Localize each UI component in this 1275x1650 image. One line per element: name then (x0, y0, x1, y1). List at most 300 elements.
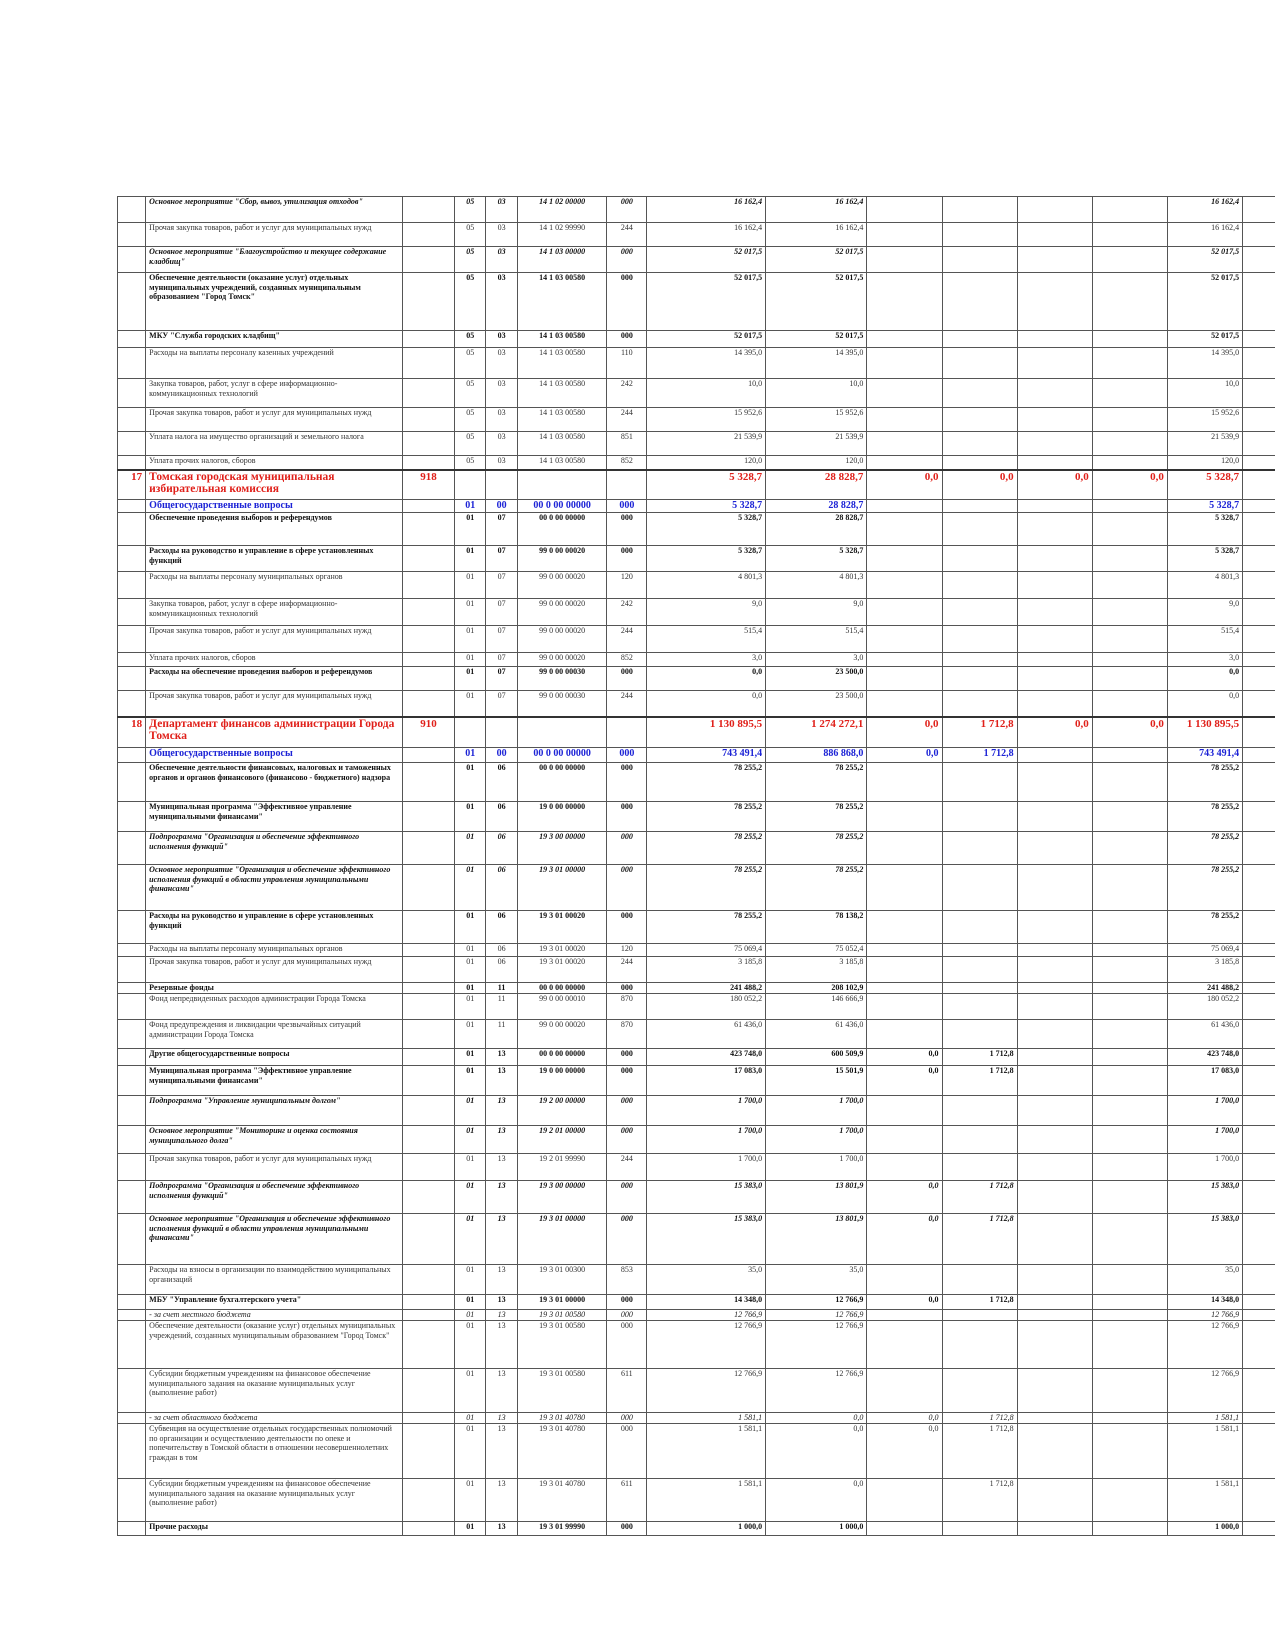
overflow-cell (1243, 957, 1275, 983)
item-name: Субсидии бюджетным учреждениям на финансовое обеспечение муниципального задания на оказание муниципальных услуг (выполнение работ) (146, 1369, 403, 1413)
table-row (118, 247, 1275, 273)
amount-approved: 14 395,0 (647, 348, 766, 379)
target-article-code: 19 3 01 00020 (517, 957, 607, 983)
amount-col3 (867, 197, 942, 223)
expense-type-code: 852 (607, 653, 647, 667)
admin-code (402, 1295, 454, 1310)
amount-total: 1 581,1 (1167, 1413, 1242, 1424)
subsection-code: 03 (486, 331, 517, 348)
section-code: 01 (455, 865, 486, 911)
amount-revised: 0,0 (766, 1479, 867, 1522)
admin-code (402, 513, 454, 546)
section-code: 01 (455, 1479, 486, 1522)
row-number (118, 667, 146, 691)
row-number (118, 599, 146, 626)
amount-revised: 0,0 (766, 1424, 867, 1479)
expense-type-code: 870 (607, 1020, 647, 1049)
amount-total: 5 328,7 (1167, 513, 1242, 546)
section-code: 05 (455, 223, 486, 247)
admin-code (402, 1310, 454, 1321)
admin-code (402, 572, 454, 599)
amount-col6 (1092, 1126, 1167, 1154)
target-article-code: 14 1 03 00580 (517, 408, 607, 432)
table-row (118, 1310, 1275, 1321)
target-article-code: 00 0 00 00000 (517, 500, 607, 513)
amount-col6 (1092, 1181, 1167, 1214)
amount-approved: 5 328,7 (647, 546, 766, 572)
amount-revised: 1 274 272,1 (766, 717, 867, 748)
expense-type-code: 000 (607, 763, 647, 802)
amount-col3: 0,0 (867, 1181, 942, 1214)
table-row (118, 1049, 1275, 1066)
section-code: 01 (455, 513, 486, 546)
amount-col4 (942, 626, 1017, 653)
item-name: Подпрограмма "Управление муниципальным долгом" (146, 1096, 403, 1126)
row-number (118, 1413, 146, 1424)
amount-revised: 0,0 (766, 1413, 867, 1424)
amount-col5 (1017, 691, 1092, 717)
amount-col5: 0,0 (1017, 717, 1092, 748)
amount-col6 (1092, 994, 1167, 1020)
amount-approved: 78 255,2 (647, 763, 766, 802)
overflow-cell (1243, 348, 1275, 379)
overflow-cell (1243, 456, 1275, 470)
table-row (118, 832, 1275, 865)
amount-approved: 12 766,9 (647, 1321, 766, 1369)
section-code: 01 (455, 1321, 486, 1369)
amount-col6 (1092, 500, 1167, 513)
amount-col3 (867, 653, 942, 667)
expense-type-code: 000 (607, 247, 647, 273)
overflow-cell (1243, 247, 1275, 273)
amount-col5 (1017, 994, 1092, 1020)
overflow-cell (1243, 1295, 1275, 1310)
amount-revised: 10,0 (766, 379, 867, 408)
row-number (118, 1214, 146, 1265)
item-name: Прочая закупка товаров, работ и услуг для муниципальных нужд (146, 957, 403, 983)
overflow-cell (1243, 1522, 1275, 1536)
amount-revised: 1 700,0 (766, 1096, 867, 1126)
expense-type-code: 000 (607, 1126, 647, 1154)
overflow-cell (1243, 1154, 1275, 1181)
amount-total: 10,0 (1167, 379, 1242, 408)
item-name: Другие общегосударственные вопросы (146, 1049, 403, 1066)
amount-approved: 12 766,9 (647, 1310, 766, 1321)
amount-revised: 515,4 (766, 626, 867, 653)
amount-total: 5 328,7 (1167, 546, 1242, 572)
amount-approved: 21 539,9 (647, 432, 766, 456)
item-name: Расходы на выплаты персоналу муниципальных органов (146, 572, 403, 599)
amount-total: 1 581,1 (1167, 1479, 1242, 1522)
table-row (118, 408, 1275, 432)
target-article-code (517, 717, 607, 748)
item-name: Подпрограмма "Организация и обеспечение эффективного исполнения функций" (146, 832, 403, 865)
amount-col4 (942, 653, 1017, 667)
overflow-cell (1243, 223, 1275, 247)
amount-col3 (867, 348, 942, 379)
overflow-cell (1243, 408, 1275, 432)
amount-col3 (867, 599, 942, 626)
amount-revised: 12 766,9 (766, 1321, 867, 1369)
expense-type-code: 000 (607, 1413, 647, 1424)
expense-type-code: 000 (607, 331, 647, 348)
admin-code (402, 1126, 454, 1154)
amount-revised: 9,0 (766, 599, 867, 626)
subsection-code: 07 (486, 572, 517, 599)
amount-col6 (1092, 223, 1167, 247)
target-article-code: 99 0 00 00020 (517, 653, 607, 667)
target-article-code: 14 1 03 00580 (517, 331, 607, 348)
amount-col4 (942, 911, 1017, 944)
admin-code (402, 1066, 454, 1096)
amount-revised: 35,0 (766, 1265, 867, 1295)
target-article-code: 99 0 00 00020 (517, 1020, 607, 1049)
amount-total: 14 348,0 (1167, 1295, 1242, 1310)
amount-col3 (867, 1096, 942, 1126)
table-row (118, 546, 1275, 572)
amount-approved: 1 581,1 (647, 1413, 766, 1424)
amount-col3: 0,0 (867, 1295, 942, 1310)
amount-revised: 13 801,9 (766, 1181, 867, 1214)
admin-code (402, 983, 454, 994)
amount-col4: 0,0 (942, 470, 1017, 500)
overflow-cell (1243, 572, 1275, 599)
table-row (118, 1424, 1275, 1479)
admin-code (402, 1020, 454, 1049)
row-number (118, 513, 146, 546)
amount-total: 35,0 (1167, 1265, 1242, 1295)
row-number (118, 957, 146, 983)
target-article-code: 19 3 01 00020 (517, 944, 607, 957)
expense-type-code: 244 (607, 1154, 647, 1181)
amount-approved: 0,0 (647, 667, 766, 691)
section-code: 05 (455, 247, 486, 273)
overflow-cell (1243, 273, 1275, 331)
overflow-cell (1243, 653, 1275, 667)
amount-approved: 515,4 (647, 626, 766, 653)
amount-col5 (1017, 653, 1092, 667)
amount-col3 (867, 273, 942, 331)
amount-col5 (1017, 599, 1092, 626)
amount-col5 (1017, 456, 1092, 470)
row-number (118, 1424, 146, 1479)
amount-total: 120,0 (1167, 456, 1242, 470)
subsection-code: 06 (486, 865, 517, 911)
amount-col3 (867, 763, 942, 802)
row-number (118, 1096, 146, 1126)
amount-col3: 0,0 (867, 1214, 942, 1265)
target-article-code: 19 0 00 00000 (517, 1066, 607, 1096)
amount-col3: 0,0 (867, 1424, 942, 1479)
section-code: 01 (455, 500, 486, 513)
amount-col3 (867, 456, 942, 470)
table-row (118, 1265, 1275, 1295)
row-number (118, 247, 146, 273)
expense-type-code: 870 (607, 994, 647, 1020)
overflow-cell (1243, 1369, 1275, 1413)
amount-approved: 16 162,4 (647, 197, 766, 223)
amount-total: 16 162,4 (1167, 223, 1242, 247)
amount-approved: 15 952,6 (647, 408, 766, 432)
item-name: Прочая закупка товаров, работ и услуг для муниципальных нужд (146, 223, 403, 247)
item-name: Резервные фонды (146, 983, 403, 994)
expense-type-code: 000 (607, 1295, 647, 1310)
row-number (118, 1154, 146, 1181)
section-code: 01 (455, 1265, 486, 1295)
target-article-code: 14 1 03 00580 (517, 348, 607, 379)
expense-type-code: 000 (607, 273, 647, 331)
row-number (118, 1126, 146, 1154)
overflow-cell (1243, 994, 1275, 1020)
row-number (118, 1295, 146, 1310)
subsection-code: 11 (486, 994, 517, 1020)
amount-col5 (1017, 626, 1092, 653)
amount-revised: 78 138,2 (766, 911, 867, 944)
overflow-cell (1243, 197, 1275, 223)
amount-col4: 1 712,8 (942, 1214, 1017, 1265)
subsection-code: 13 (486, 1214, 517, 1265)
amount-col4 (942, 1369, 1017, 1413)
target-article-code: 14 1 03 00580 (517, 456, 607, 470)
amount-col3: 0,0 (867, 717, 942, 748)
target-article-code: 19 3 01 00020 (517, 911, 607, 944)
row-number (118, 1049, 146, 1066)
expense-type-code: 611 (607, 1369, 647, 1413)
budget-rows (118, 197, 1275, 1536)
table-row (118, 331, 1275, 348)
amount-col4 (942, 197, 1017, 223)
section-code: 01 (455, 1126, 486, 1154)
section-code: 05 (455, 408, 486, 432)
overflow-cell (1243, 500, 1275, 513)
target-article-code: 19 3 00 00000 (517, 832, 607, 865)
item-name: Департамент финансов администрации Города Томска (146, 717, 403, 748)
amount-col5 (1017, 1214, 1092, 1265)
amount-col3: 0,0 (867, 1049, 942, 1066)
amount-col5 (1017, 432, 1092, 456)
subsection-code: 13 (486, 1066, 517, 1096)
row-number (118, 500, 146, 513)
amount-col3 (867, 1479, 942, 1522)
item-name: Расходы на выплаты персоналу муниципальных органов (146, 944, 403, 957)
subsection-code: 07 (486, 599, 517, 626)
table-row (118, 572, 1275, 599)
amount-col5 (1017, 1522, 1092, 1536)
amount-col6 (1092, 456, 1167, 470)
section-code: 05 (455, 197, 486, 223)
expense-type-code: 000 (607, 500, 647, 513)
row-number (118, 1522, 146, 1536)
subsection-code: 06 (486, 944, 517, 957)
amount-col6 (1092, 408, 1167, 432)
amount-total: 52 017,5 (1167, 331, 1242, 348)
item-name: Томская городская муниципальная избирательная комиссия (146, 470, 403, 500)
section-code: 01 (455, 1181, 486, 1214)
admin-code (402, 273, 454, 331)
table-row (118, 653, 1275, 667)
amount-col6 (1092, 1479, 1167, 1522)
expense-type-code: 244 (607, 957, 647, 983)
amount-col6: 0,0 (1092, 717, 1167, 748)
row-number (118, 1479, 146, 1522)
row-number (118, 348, 146, 379)
expense-type-code: 110 (607, 348, 647, 379)
admin-code (402, 1479, 454, 1522)
amount-col6 (1092, 513, 1167, 546)
overflow-cell (1243, 470, 1275, 500)
amount-col6 (1092, 1214, 1167, 1265)
amount-total: 3 185,8 (1167, 957, 1242, 983)
table-row (118, 802, 1275, 832)
item-name: Субсидии бюджетным учреждениям на финансовое обеспечение муниципального задания на оказание муниципальных услуг (выполнение работ) (146, 1479, 403, 1522)
row-number (118, 408, 146, 432)
section-code: 01 (455, 1096, 486, 1126)
amount-col4 (942, 1310, 1017, 1321)
table-row (118, 957, 1275, 983)
expense-type-code: 000 (607, 802, 647, 832)
amount-col4 (942, 572, 1017, 599)
item-name: Основное мероприятие "Мониторинг и оценка состояния муниципального долга" (146, 1126, 403, 1154)
amount-col3 (867, 1310, 942, 1321)
amount-col3 (867, 1522, 942, 1536)
amount-total: 12 766,9 (1167, 1369, 1242, 1413)
amount-total: 75 069,4 (1167, 944, 1242, 957)
amount-col4 (942, 1265, 1017, 1295)
expense-type-code: 000 (607, 546, 647, 572)
amount-col6 (1092, 748, 1167, 763)
amount-col4 (942, 1154, 1017, 1181)
target-article-code: 19 3 01 40780 (517, 1479, 607, 1522)
amount-col4 (942, 865, 1017, 911)
amount-col5 (1017, 957, 1092, 983)
overflow-cell (1243, 717, 1275, 748)
item-name: Прочая закупка товаров, работ и услуг для муниципальных нужд (146, 1154, 403, 1181)
amount-col4 (942, 599, 1017, 626)
subsection-code: 13 (486, 1522, 517, 1536)
section-code: 01 (455, 802, 486, 832)
amount-col4: 1 712,8 (942, 1066, 1017, 1096)
row-number (118, 911, 146, 944)
expense-type-code: 000 (607, 1522, 647, 1536)
amount-col4 (942, 667, 1017, 691)
overflow-cell (1243, 1413, 1275, 1424)
amount-col3 (867, 513, 942, 546)
section-code: 01 (455, 911, 486, 944)
expense-type-code: 853 (607, 1265, 647, 1295)
amount-approved: 5 328,7 (647, 470, 766, 500)
row-number (118, 223, 146, 247)
admin-code (402, 994, 454, 1020)
amount-revised: 1 700,0 (766, 1126, 867, 1154)
table-row (118, 500, 1275, 513)
admin-code (402, 1049, 454, 1066)
amount-col4: 1 712,8 (942, 717, 1017, 748)
overflow-cell (1243, 667, 1275, 691)
amount-col6 (1092, 653, 1167, 667)
subsection-code: 13 (486, 1413, 517, 1424)
amount-col6 (1092, 691, 1167, 717)
amount-revised: 28 828,7 (766, 470, 867, 500)
amount-col5 (1017, 1181, 1092, 1214)
row-number (118, 273, 146, 331)
table-row (118, 626, 1275, 653)
item-name: Общегосударственные вопросы (146, 748, 403, 763)
amount-col4 (942, 994, 1017, 1020)
amount-col3 (867, 1321, 942, 1369)
expense-type-code: 000 (607, 1214, 647, 1265)
row-number (118, 197, 146, 223)
section-code: 01 (455, 572, 486, 599)
amount-col5 (1017, 1020, 1092, 1049)
subsection-code: 03 (486, 348, 517, 379)
admin-code (402, 1369, 454, 1413)
admin-code (402, 408, 454, 432)
table-row (118, 667, 1275, 691)
amount-col5 (1017, 223, 1092, 247)
amount-col5 (1017, 1479, 1092, 1522)
amount-col4 (942, 273, 1017, 331)
item-name: Подпрограмма "Организация и обеспечение эффективного исполнения функций" (146, 1181, 403, 1214)
table-row (118, 513, 1275, 546)
amount-approved: 3,0 (647, 653, 766, 667)
subsection-code: 13 (486, 1049, 517, 1066)
table-row (118, 273, 1275, 331)
admin-code (402, 432, 454, 456)
amount-total: 21 539,9 (1167, 432, 1242, 456)
budget-table (117, 196, 1275, 1536)
admin-code (402, 1154, 454, 1181)
target-article-code: 19 2 00 00000 (517, 1096, 607, 1126)
amount-total: 423 748,0 (1167, 1049, 1242, 1066)
target-article-code: 00 0 00 00000 (517, 748, 607, 763)
admin-code (402, 1265, 454, 1295)
amount-revised: 61 436,0 (766, 1020, 867, 1049)
expense-type-code: 000 (607, 865, 647, 911)
table-row (118, 944, 1275, 957)
amount-col6 (1092, 197, 1167, 223)
section-code: 01 (455, 1413, 486, 1424)
overflow-cell (1243, 748, 1275, 763)
admin-code (402, 832, 454, 865)
subsection-code: 03 (486, 197, 517, 223)
amount-approved: 52 017,5 (647, 331, 766, 348)
table-row (118, 1522, 1275, 1536)
expense-type-code: 852 (607, 456, 647, 470)
section-code: 01 (455, 1424, 486, 1479)
overflow-cell (1243, 1214, 1275, 1265)
admin-code (402, 456, 454, 470)
item-name: Основное мероприятие "Организация и обеспечение эффективного исполнения функций в области управления муниципальными финансами" (146, 865, 403, 911)
amount-revised: 75 052,4 (766, 944, 867, 957)
amount-col5 (1017, 1049, 1092, 1066)
section-code: 01 (455, 1310, 486, 1321)
section-code: 05 (455, 432, 486, 456)
overflow-cell (1243, 1321, 1275, 1369)
overflow-cell (1243, 1066, 1275, 1096)
overflow-cell (1243, 1265, 1275, 1295)
amount-col5 (1017, 1413, 1092, 1424)
amount-approved: 78 255,2 (647, 802, 766, 832)
table-row (118, 865, 1275, 911)
amount-approved: 61 436,0 (647, 1020, 766, 1049)
amount-approved: 1 000,0 (647, 1522, 766, 1536)
amount-total: 15 952,6 (1167, 408, 1242, 432)
overflow-cell (1243, 626, 1275, 653)
amount-approved: 1 581,1 (647, 1424, 766, 1479)
subsection-code: 07 (486, 667, 517, 691)
item-name: Расходы на руководство и управление в сфере установленных функций (146, 546, 403, 572)
amount-col4: 1 712,8 (942, 1479, 1017, 1522)
